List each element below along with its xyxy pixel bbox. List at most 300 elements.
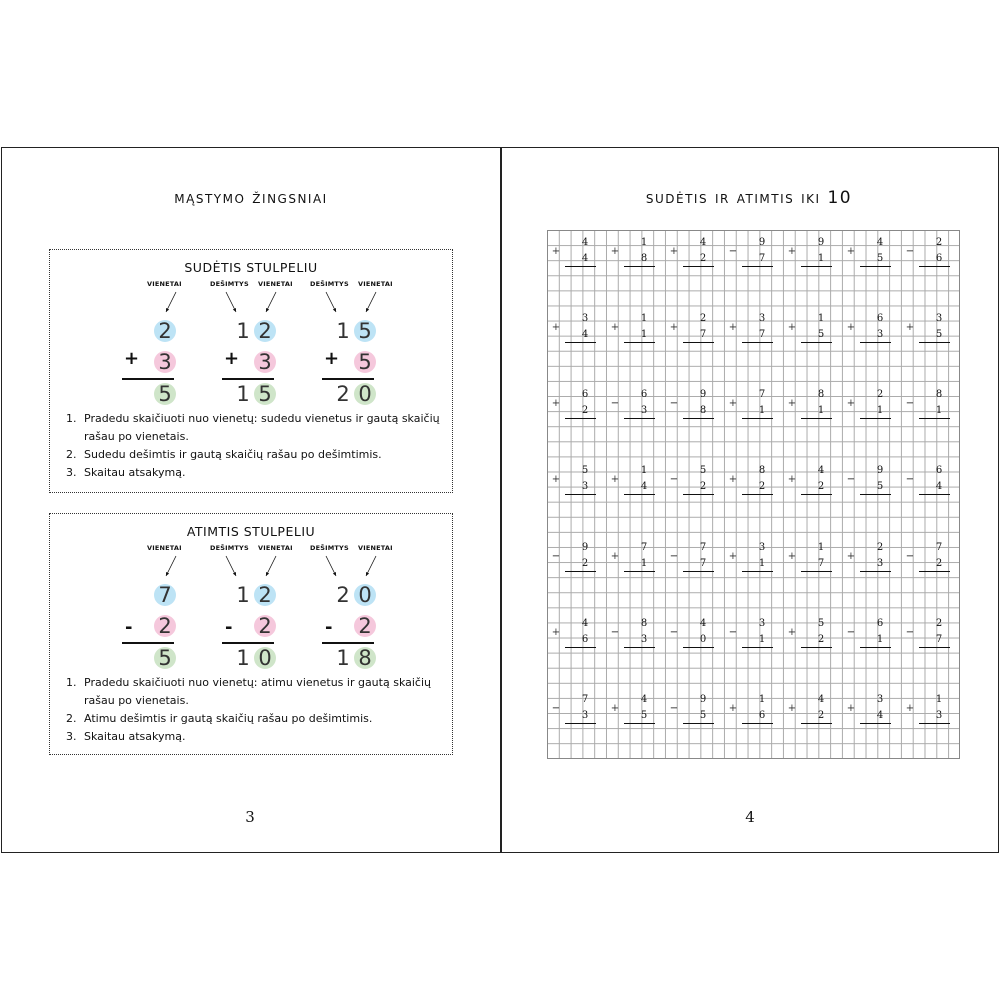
math-problem bbox=[728, 615, 778, 661]
operator-sign: − bbox=[728, 627, 738, 638]
operator-sign: - bbox=[325, 617, 333, 638]
operator-sign: + bbox=[224, 348, 240, 369]
first-number: 3 bbox=[935, 313, 943, 324]
answer-line bbox=[919, 342, 950, 343]
top-units-digit: 0 bbox=[358, 583, 372, 607]
first-number: 3 bbox=[758, 618, 766, 629]
operator-sign: + bbox=[846, 551, 856, 562]
second-number: 1 bbox=[876, 405, 884, 416]
first-number: 3 bbox=[876, 694, 884, 705]
answer-line bbox=[801, 342, 832, 343]
first-number: 1 bbox=[817, 313, 825, 324]
first-number: 9 bbox=[876, 465, 884, 476]
answer-line bbox=[683, 266, 714, 267]
second-number: 4 bbox=[581, 253, 589, 264]
operator-sign: + bbox=[669, 246, 679, 257]
math-problem bbox=[610, 310, 660, 356]
math-problem bbox=[846, 539, 896, 585]
math-problem bbox=[787, 386, 837, 432]
first-number: 7 bbox=[699, 542, 707, 553]
first-number: 4 bbox=[876, 237, 884, 248]
top-units-digit: 2 bbox=[258, 319, 272, 343]
math-problem bbox=[787, 310, 837, 356]
answer-line bbox=[565, 342, 596, 343]
page-divider bbox=[500, 148, 502, 852]
math-problem bbox=[669, 691, 719, 737]
sum-line bbox=[122, 642, 174, 644]
answer-line bbox=[742, 571, 773, 572]
operator-sign: + bbox=[551, 627, 561, 638]
math-problem bbox=[846, 462, 896, 508]
math-problem bbox=[787, 539, 837, 585]
second-number: 7 bbox=[699, 329, 707, 340]
operator-sign: + bbox=[610, 474, 620, 485]
second-number: 4 bbox=[581, 329, 589, 340]
first-number: 2 bbox=[876, 542, 884, 553]
math-problem bbox=[551, 615, 601, 661]
second-number: 5 bbox=[640, 710, 648, 721]
math-problem bbox=[905, 310, 955, 356]
first-number: 6 bbox=[876, 313, 884, 324]
math-problem bbox=[728, 234, 778, 280]
bottom-units-digit: 2 bbox=[158, 614, 172, 638]
answer-line bbox=[742, 494, 773, 495]
first-number: 2 bbox=[935, 237, 943, 248]
answer-line bbox=[919, 647, 950, 648]
first-number: 6 bbox=[581, 389, 589, 400]
second-number: 4 bbox=[640, 481, 648, 492]
math-problem bbox=[728, 539, 778, 585]
operator-sign: + bbox=[846, 246, 856, 257]
math-problem bbox=[669, 234, 719, 280]
second-number: 7 bbox=[758, 329, 766, 340]
result-units-digit: 5 bbox=[258, 382, 272, 406]
answer-line bbox=[624, 266, 655, 267]
first-number: 6 bbox=[640, 389, 648, 400]
operator-sign: + bbox=[610, 246, 620, 257]
result-tens-digit: 1 bbox=[236, 646, 250, 670]
first-number: 8 bbox=[640, 618, 648, 629]
first-number: 3 bbox=[758, 542, 766, 553]
right-page-title: sudėtis ir atimtis iki 10 bbox=[645, 188, 853, 208]
second-number: 7 bbox=[758, 253, 766, 264]
answer-line bbox=[919, 418, 950, 419]
math-problem bbox=[728, 691, 778, 737]
math-problem bbox=[905, 462, 955, 508]
top-units-digit: 2 bbox=[158, 319, 172, 343]
operator-sign: − bbox=[610, 627, 620, 638]
math-problem bbox=[551, 386, 601, 432]
operator-sign: + bbox=[610, 322, 620, 333]
units-label: VIENETAI bbox=[258, 280, 293, 288]
first-number: 1 bbox=[640, 465, 648, 476]
result-units-digit: 8 bbox=[358, 646, 372, 670]
result-units-digit: 5 bbox=[158, 646, 172, 670]
answer-line bbox=[624, 418, 655, 419]
operator-sign: − bbox=[669, 551, 679, 562]
second-number: 8 bbox=[640, 253, 648, 264]
first-number: 8 bbox=[817, 389, 825, 400]
answer-line bbox=[801, 723, 832, 724]
math-problem bbox=[551, 310, 601, 356]
first-number: 9 bbox=[817, 237, 825, 248]
right-page-number: 4 bbox=[745, 808, 755, 826]
second-number: 5 bbox=[876, 481, 884, 492]
first-number: 7 bbox=[758, 389, 766, 400]
bottom-units-digit: 3 bbox=[258, 350, 272, 374]
bottom-units-digit: 3 bbox=[158, 350, 172, 374]
operator-sign: − bbox=[551, 703, 561, 714]
math-problem bbox=[551, 691, 601, 737]
step-number: 2. bbox=[66, 448, 77, 461]
subtraction-box bbox=[49, 513, 453, 755]
second-number: 4 bbox=[876, 710, 884, 721]
answer-line bbox=[860, 266, 891, 267]
first-number: 4 bbox=[699, 237, 707, 248]
column-example bbox=[120, 280, 210, 406]
first-number: 2 bbox=[699, 313, 707, 324]
sum-line bbox=[222, 378, 274, 380]
answer-line bbox=[624, 723, 655, 724]
first-number: 4 bbox=[699, 618, 707, 629]
math-problem bbox=[846, 386, 896, 432]
first-number: 8 bbox=[758, 465, 766, 476]
answer-line bbox=[919, 494, 950, 495]
second-number: 1 bbox=[817, 405, 825, 416]
second-number: 2 bbox=[699, 253, 707, 264]
step-item bbox=[64, 710, 444, 728]
second-number: 3 bbox=[640, 634, 648, 645]
answer-line bbox=[742, 647, 773, 648]
math-problem bbox=[905, 386, 955, 432]
operator-sign: − bbox=[610, 398, 620, 409]
second-number: 2 bbox=[581, 558, 589, 569]
operator-sign: + bbox=[846, 322, 856, 333]
operator-sign: − bbox=[669, 398, 679, 409]
answer-line bbox=[565, 647, 596, 648]
math-problem bbox=[551, 234, 601, 280]
units-arrow bbox=[148, 290, 188, 320]
first-number: 3 bbox=[758, 313, 766, 324]
result-tens-digit: 2 bbox=[336, 382, 350, 406]
operator-sign: - bbox=[225, 617, 233, 638]
math-problem bbox=[846, 310, 896, 356]
operator-sign: + bbox=[551, 474, 561, 485]
operator-sign: + bbox=[846, 703, 856, 714]
answer-line bbox=[742, 266, 773, 267]
answer-line bbox=[624, 494, 655, 495]
second-number: 7 bbox=[935, 634, 943, 645]
math-problem bbox=[905, 615, 955, 661]
second-number: 1 bbox=[935, 405, 943, 416]
answer-line bbox=[565, 418, 596, 419]
subtraction-steps bbox=[64, 674, 444, 746]
tens-label: DEŠIMTYS bbox=[210, 544, 249, 552]
answer-line bbox=[624, 647, 655, 648]
first-number: 9 bbox=[699, 694, 707, 705]
operator-sign: + bbox=[551, 398, 561, 409]
math-problem bbox=[610, 691, 660, 737]
second-number: 3 bbox=[935, 710, 943, 721]
answer-line bbox=[683, 647, 714, 648]
second-number: 3 bbox=[876, 329, 884, 340]
step-item bbox=[64, 446, 444, 464]
answer-line bbox=[565, 571, 596, 572]
second-number: 5 bbox=[876, 253, 884, 264]
second-number: 5 bbox=[699, 710, 707, 721]
operator-sign: + bbox=[787, 551, 797, 562]
addition-steps bbox=[64, 410, 444, 482]
answer-line bbox=[683, 571, 714, 572]
units-label: VIENETAI bbox=[147, 280, 182, 288]
left-page-number: 3 bbox=[245, 808, 255, 826]
math-problem bbox=[905, 539, 955, 585]
math-problem bbox=[905, 234, 955, 280]
first-number: 6 bbox=[876, 618, 884, 629]
column-example bbox=[120, 544, 210, 670]
operator-sign: − bbox=[905, 398, 915, 409]
operator-sign: + bbox=[728, 322, 738, 333]
second-number: 2 bbox=[817, 634, 825, 645]
first-number: 7 bbox=[640, 542, 648, 553]
operator-sign: + bbox=[610, 551, 620, 562]
first-number: 1 bbox=[935, 694, 943, 705]
top-tens-digit: 1 bbox=[336, 319, 350, 343]
second-number: 1 bbox=[758, 405, 766, 416]
operator-sign: + bbox=[610, 703, 620, 714]
first-number: 8 bbox=[935, 389, 943, 400]
step-item bbox=[64, 410, 444, 446]
second-number: 2 bbox=[817, 481, 825, 492]
result-units-digit: 5 bbox=[158, 382, 172, 406]
step-text: Skaitau atsakymą. bbox=[84, 466, 186, 479]
step-text: Pradedu skaičiuoti nuo vienetų: sudedu vienetus ir gautą skaičių rašau po vienetais. bbox=[84, 412, 440, 443]
second-number: 6 bbox=[935, 253, 943, 264]
answer-line bbox=[919, 266, 950, 267]
answer-line bbox=[919, 723, 950, 724]
answer-line bbox=[801, 494, 832, 495]
operator-sign: + bbox=[728, 703, 738, 714]
second-number: 1 bbox=[758, 558, 766, 569]
second-number: 3 bbox=[581, 481, 589, 492]
step-item bbox=[64, 464, 444, 482]
second-number: 3 bbox=[876, 558, 884, 569]
answer-line bbox=[801, 266, 832, 267]
math-problem bbox=[787, 234, 837, 280]
operator-sign: + bbox=[728, 474, 738, 485]
math-problem bbox=[846, 234, 896, 280]
math-problem bbox=[669, 462, 719, 508]
operator-sign: + bbox=[787, 474, 797, 485]
second-number: 3 bbox=[640, 405, 648, 416]
second-number: 5 bbox=[817, 329, 825, 340]
step-number: 3. bbox=[66, 730, 77, 743]
math-problem bbox=[728, 310, 778, 356]
top-units-digit: 2 bbox=[258, 583, 272, 607]
answer-line bbox=[860, 723, 891, 724]
second-number: 7 bbox=[817, 558, 825, 569]
math-problem bbox=[610, 386, 660, 432]
units-arrow bbox=[348, 554, 388, 584]
operator-sign: + bbox=[728, 551, 738, 562]
math-problem bbox=[610, 462, 660, 508]
operator-sign: − bbox=[905, 551, 915, 562]
addition-title: SUDĖTIS STULPELIU bbox=[184, 260, 318, 275]
operator-sign: - bbox=[125, 617, 133, 638]
operator-sign: − bbox=[669, 703, 679, 714]
math-problem bbox=[905, 691, 955, 737]
operator-sign: − bbox=[846, 627, 856, 638]
top-tens-digit: 1 bbox=[236, 583, 250, 607]
math-problem bbox=[610, 234, 660, 280]
operator-sign: − bbox=[846, 474, 856, 485]
second-number: 2 bbox=[581, 405, 589, 416]
second-number: 2 bbox=[699, 481, 707, 492]
operator-sign: + bbox=[551, 322, 561, 333]
answer-line bbox=[742, 418, 773, 419]
answer-line bbox=[683, 494, 714, 495]
tens-label: DEŠIMTYS bbox=[310, 280, 349, 288]
math-problem bbox=[728, 462, 778, 508]
operator-sign: + bbox=[787, 246, 797, 257]
first-number: 1 bbox=[640, 313, 648, 324]
units-arrow bbox=[248, 554, 288, 584]
answer-line bbox=[801, 418, 832, 419]
step-number: 1. bbox=[66, 412, 77, 425]
first-number: 2 bbox=[876, 389, 884, 400]
first-number: 9 bbox=[699, 389, 707, 400]
math-problem bbox=[728, 386, 778, 432]
math-problem bbox=[787, 462, 837, 508]
answer-line bbox=[860, 342, 891, 343]
math-problem bbox=[669, 386, 719, 432]
operator-sign: + bbox=[787, 322, 797, 333]
top-units-digit: 7 bbox=[158, 583, 172, 607]
math-problem bbox=[551, 539, 601, 585]
answer-line bbox=[860, 571, 891, 572]
math-problem bbox=[610, 615, 660, 661]
units-label: VIENETAI bbox=[258, 544, 293, 552]
units-label: VIENETAI bbox=[358, 280, 393, 288]
answer-line bbox=[742, 342, 773, 343]
second-number: 1 bbox=[817, 253, 825, 264]
step-text: Atimu dešimtis ir gautą skaičių rašau po dešimtimis. bbox=[84, 712, 373, 725]
result-units-digit: 0 bbox=[358, 382, 372, 406]
operator-sign: + bbox=[787, 627, 797, 638]
second-number: 6 bbox=[581, 634, 589, 645]
first-number: 1 bbox=[758, 694, 766, 705]
operator-sign: + bbox=[324, 348, 340, 369]
units-arrow bbox=[248, 290, 288, 320]
top-tens-digit: 2 bbox=[336, 583, 350, 607]
second-number: 1 bbox=[758, 634, 766, 645]
operator-sign: − bbox=[669, 627, 679, 638]
answer-line bbox=[683, 342, 714, 343]
step-item bbox=[64, 674, 444, 710]
sum-line bbox=[322, 378, 374, 380]
operator-sign: + bbox=[787, 703, 797, 714]
step-number: 3. bbox=[66, 466, 77, 479]
second-number: 4 bbox=[935, 481, 943, 492]
operator-sign: + bbox=[787, 398, 797, 409]
tens-label: DEŠIMTYS bbox=[310, 544, 349, 552]
operator-sign: + bbox=[551, 246, 561, 257]
operator-sign: − bbox=[551, 551, 561, 562]
second-number: 7 bbox=[699, 558, 707, 569]
sum-line bbox=[122, 378, 174, 380]
first-number: 7 bbox=[581, 694, 589, 705]
first-number: 5 bbox=[581, 465, 589, 476]
step-item bbox=[64, 728, 444, 746]
second-number: 8 bbox=[699, 405, 707, 416]
first-number: 4 bbox=[817, 465, 825, 476]
operator-sign: − bbox=[728, 246, 738, 257]
operator-sign: + bbox=[728, 398, 738, 409]
first-number: 3 bbox=[581, 313, 589, 324]
second-number: 6 bbox=[758, 710, 766, 721]
answer-line bbox=[801, 647, 832, 648]
answer-line bbox=[565, 494, 596, 495]
second-number: 3 bbox=[581, 710, 589, 721]
operator-sign: − bbox=[669, 474, 679, 485]
units-arrow bbox=[148, 554, 188, 584]
first-number: 5 bbox=[699, 465, 707, 476]
second-number: 1 bbox=[640, 329, 648, 340]
answer-line bbox=[860, 647, 891, 648]
answer-line bbox=[565, 723, 596, 724]
units-label: VIENETAI bbox=[147, 544, 182, 552]
operator-sign: + bbox=[669, 322, 679, 333]
math-problem bbox=[787, 691, 837, 737]
first-number: 7 bbox=[935, 542, 943, 553]
subtraction-title: ATIMTIS STULPELIU bbox=[186, 524, 316, 539]
left-page-title: mąstymo žingsniai bbox=[174, 188, 328, 208]
first-number: 4 bbox=[581, 237, 589, 248]
first-number: 1 bbox=[817, 542, 825, 553]
answer-line bbox=[565, 266, 596, 267]
step-text: Pradedu skaičiuoti nuo vienetų: atimu vienetus ir gautą skaičių rašau po vienetais. bbox=[84, 676, 431, 707]
answer-line bbox=[860, 418, 891, 419]
operator-sign: + bbox=[905, 322, 915, 333]
first-number: 4 bbox=[817, 694, 825, 705]
first-number: 1 bbox=[640, 237, 648, 248]
second-number: 1 bbox=[876, 634, 884, 645]
answer-line bbox=[624, 571, 655, 572]
operator-sign: + bbox=[124, 348, 140, 369]
math-problem bbox=[669, 310, 719, 356]
answer-line bbox=[742, 723, 773, 724]
step-number: 2. bbox=[66, 712, 77, 725]
first-number: 5 bbox=[817, 618, 825, 629]
answer-line bbox=[624, 342, 655, 343]
result-tens-digit: 1 bbox=[236, 382, 250, 406]
answer-line bbox=[919, 571, 950, 572]
math-problem bbox=[669, 615, 719, 661]
column-example bbox=[310, 544, 410, 670]
top-tens-digit: 1 bbox=[236, 319, 250, 343]
step-text: Skaitau atsakymą. bbox=[84, 730, 186, 743]
operator-sign: + bbox=[846, 398, 856, 409]
addition-box bbox=[49, 249, 453, 493]
sum-line bbox=[222, 642, 274, 644]
answer-line bbox=[801, 571, 832, 572]
worksheet-grid bbox=[547, 230, 960, 759]
result-units-digit: 0 bbox=[258, 646, 272, 670]
column-example bbox=[310, 280, 410, 406]
answer-line bbox=[683, 723, 714, 724]
units-arrow bbox=[348, 290, 388, 320]
column-example bbox=[210, 544, 310, 670]
